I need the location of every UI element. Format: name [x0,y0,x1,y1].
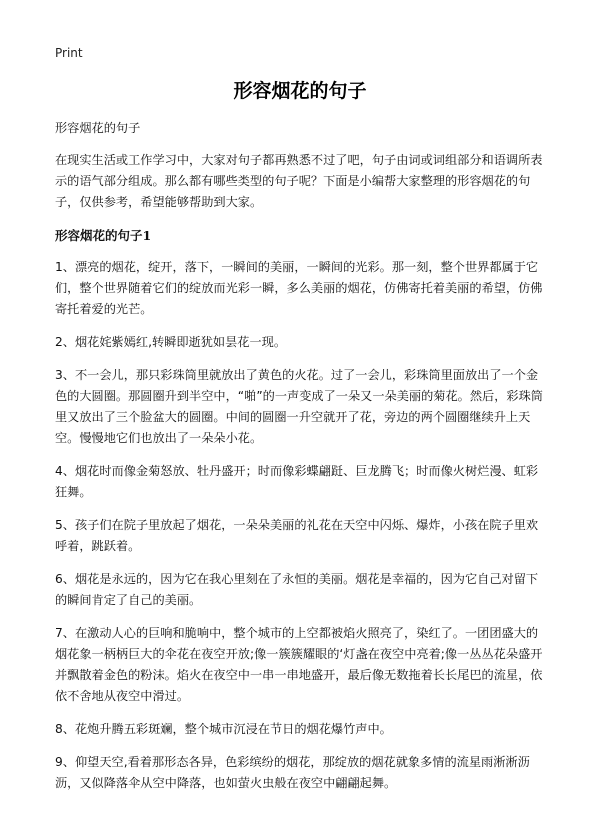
sentence-item-8: 8、花炮升腾五彩斑斓，整个城市沉浸在节日的烟花爆竹声中。 [55,722,392,736]
sentence-item-4: 4、烟花时而像金菊怒放、牡丹盛开；时而像彩蝶翩跹、巨龙腾飞；时而像火树烂漫、虹彩狂舞。 [55,464,539,499]
sentence-item-9: 9、仰望天空,看着那形态各异，色彩缤纷的烟花，那绽放的烟花就象多情的流星雨淅淅沥沥，又似降落伞从空中降落，也如萤火虫般在夜空中翩翩起舞。 [55,755,530,790]
sentence-item-2: 2、烟花姹紫嫣红,转瞬即逝犹如昙花一现。 [55,335,287,349]
article-body [55,118,547,794]
sentence-item-6: 6、烟花是永远的，因为它在我心里刻在了永恒的美丽。烟花是幸福的，因为它自己对留下的瞬间肯定了自己的美丽。 [55,572,539,607]
print-label: Print [55,46,83,60]
sentence-item-1: 1、漂亮的烟花，绽开，落下，一瞬间的美丽，一瞬间的光彩。那一刻，整个世界都属于它们，整个世界随着它们的绽放而光彩一瞬，多么美丽的烟花，仿佛寄托着美丽的希望，仿佛寄托着爱的光芒。 [55,260,543,316]
section-heading: 形容烟花的句子1 [55,228,152,243]
sentence-item-7: 7、在激动人心的巨响和脆响中，整个城市的上空都被焰火照亮了，染红了。一团团盛大的烟花象一柄柄巨大的伞花在夜空开放;像一簇簇耀眼的‘灯盏在夜空中亮着;像一丛丛花朵盛开并飘散着金色的粉沫。焰火在夜空中一串一串地盛开，最后像无数拖着长长尾巴的流星，依依不舍地从夜空中滑过。 [55,626,543,703]
sentence-item-5: 5、孩子们在院子里放起了烟花，一朵朵美丽的礼花在天空中闪烁、爆炸，小孩在院子里欢呼着，跳跃着。 [55,518,539,553]
article-subtitle: 形容烟花的句子 [55,121,141,135]
intro-paragraph: 在现实生活或工作学习中，大家对句子都再熟悉不过了吧，句子由词或词组部分和语调所表示的语气部分组成。那么都有哪些类型的句子呢？下面是小编帮大家整理的形容烟花的句子，仅供参考，希望能够帮助到大家。 [55,153,543,209]
sentence-item-3: 3、不一会儿，那只彩珠筒里就放出了黄色的火花。过了一会儿，彩珠筒里面放出了一个金色的大圆圈。那圆圈升到半空中，“啪”的一声变成了一朵又一朵美丽的菊花。然后，彩珠筒里又放出了三个脸盆大的圆圈。中间的圆圈一升空就开了花，旁边的两个圆圈继续升上天空。慢慢地它们也放出了一朵朵小花。 [55,368,543,445]
page-title: 形容烟花的句子 [233,80,367,102]
